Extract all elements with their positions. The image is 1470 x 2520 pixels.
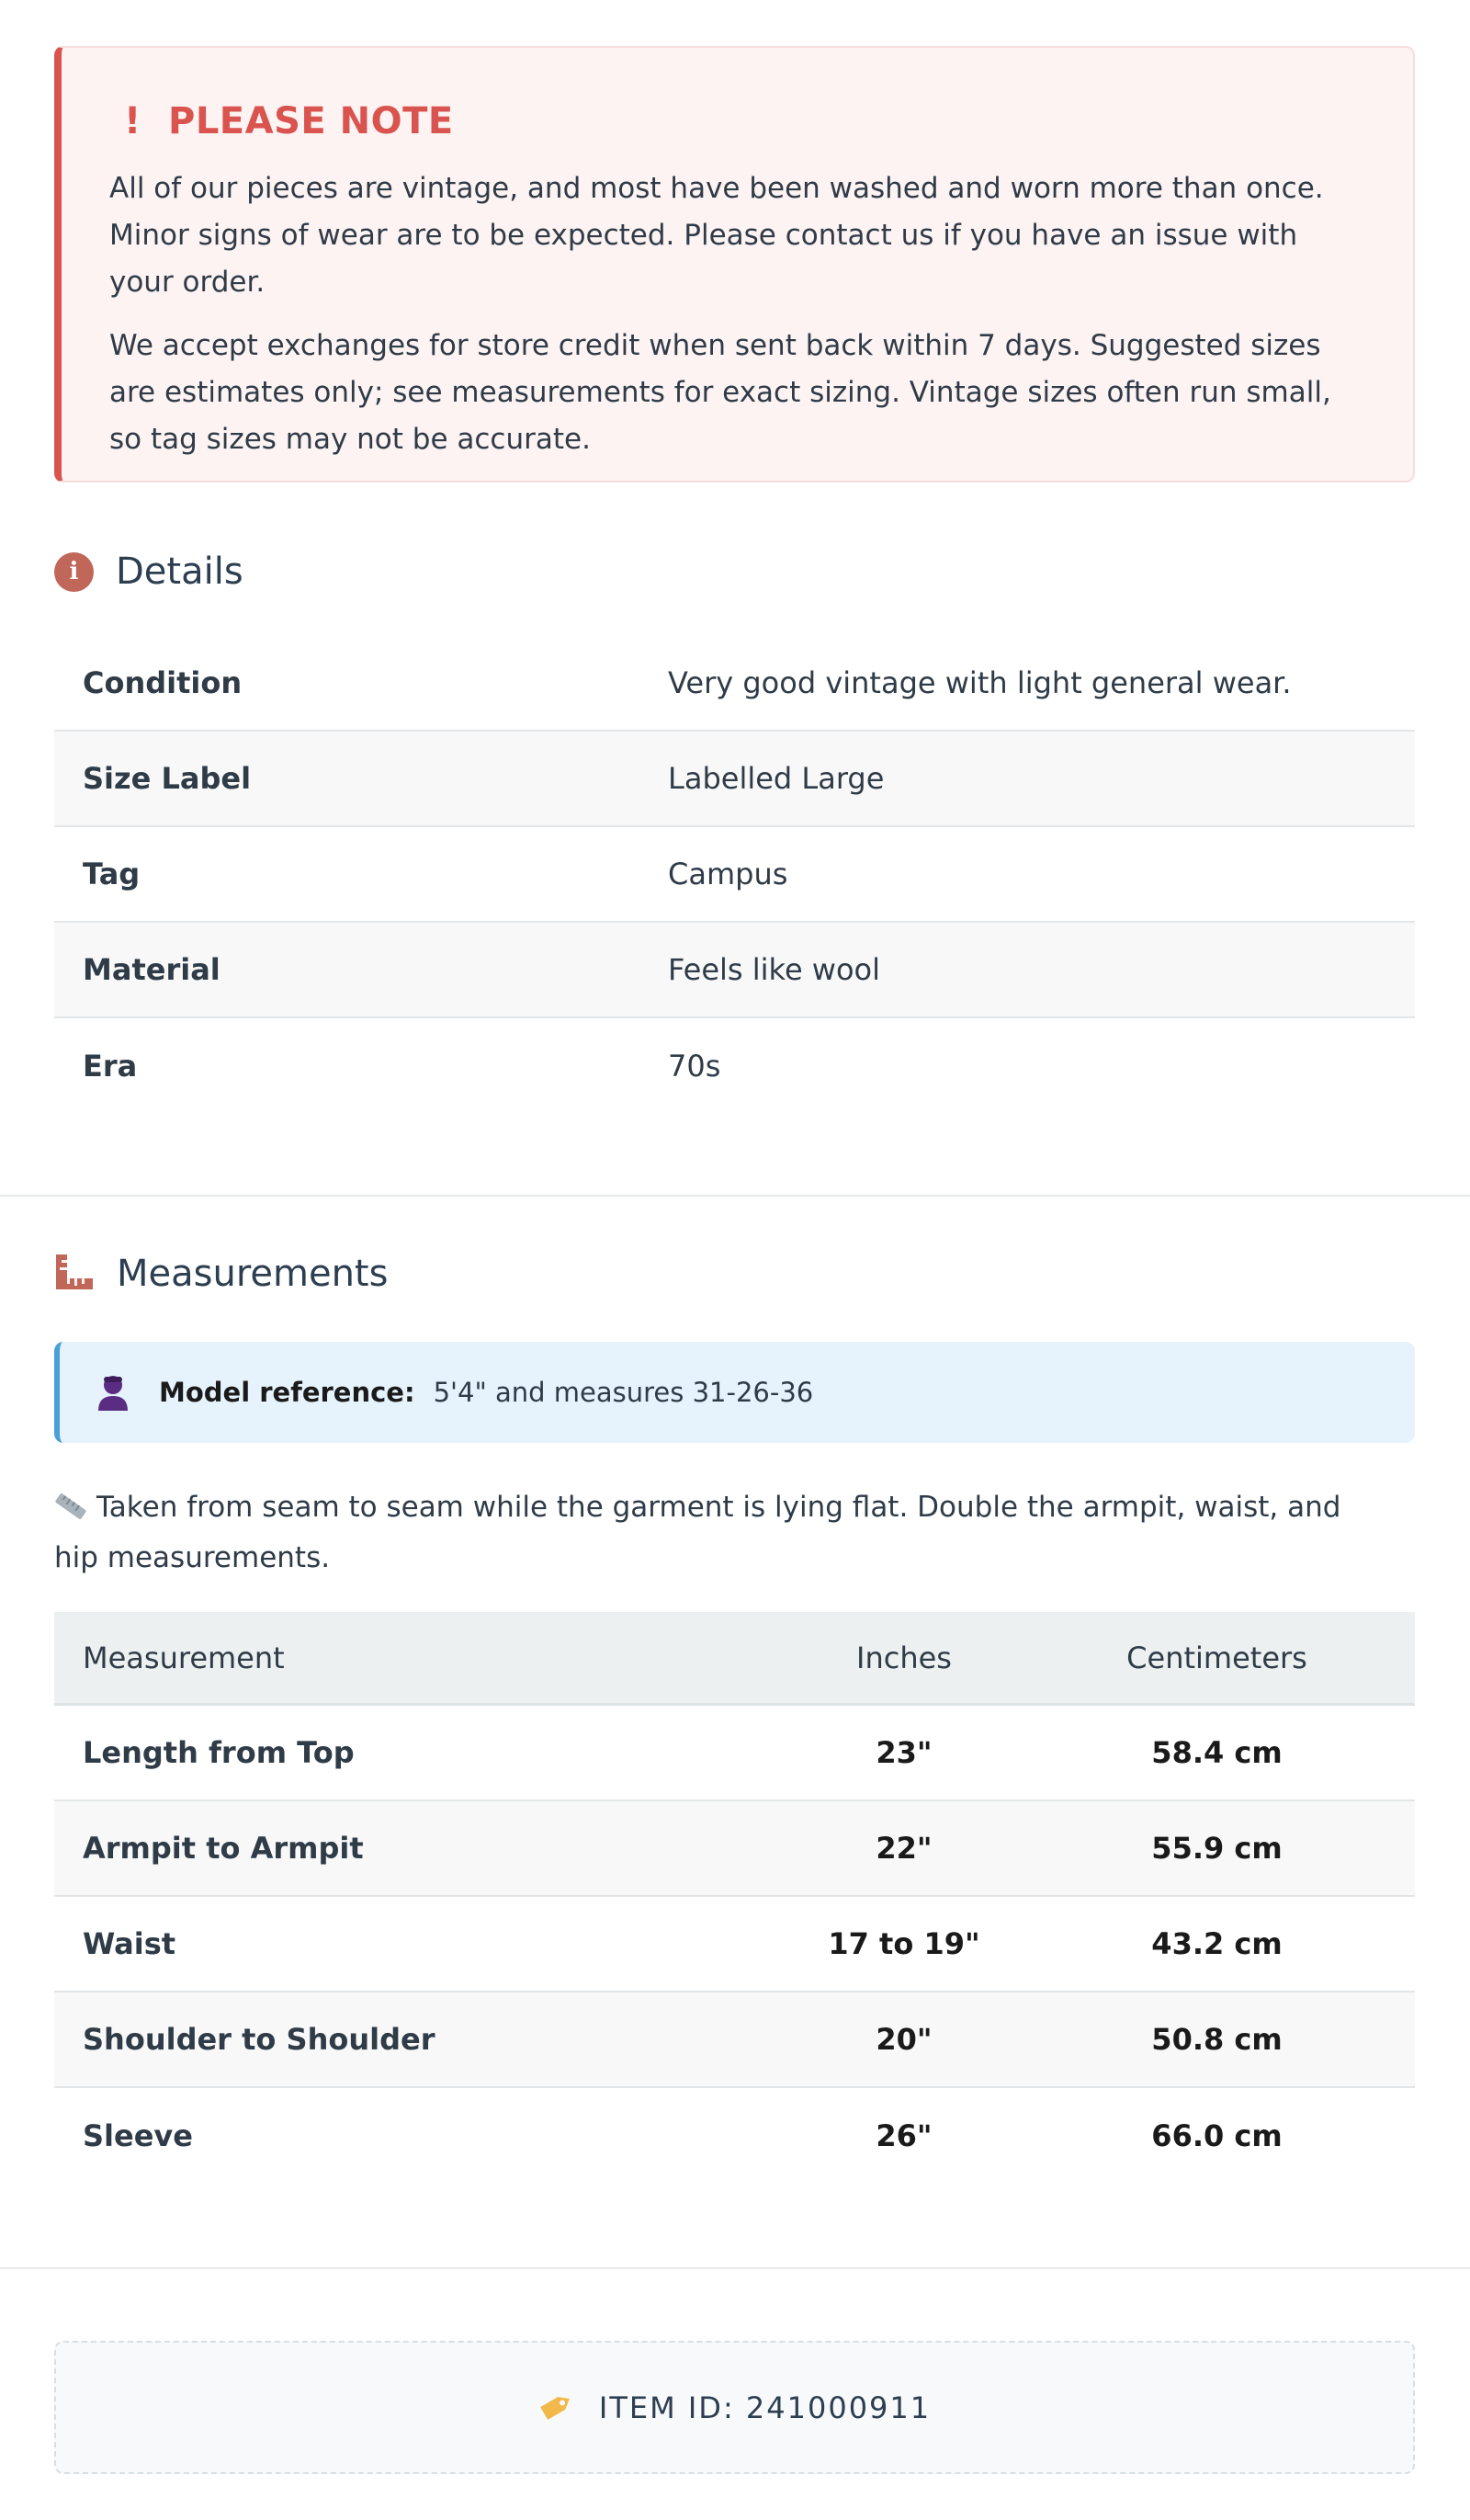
exclamation-icon: !	[124, 100, 141, 142]
details-value: Very good vintage with light general wear.	[668, 665, 1292, 700]
details-table	[54, 636, 1415, 1114]
measurement-inches: 20"	[876, 2022, 933, 2057]
notice-paragraph: All of our pieces are vintage, and most have been washed and worn more than once. Minor signs of wear are to be expected. Please contact us if you have an issue with your order.	[109, 172, 1324, 299]
model-reference-label: Model reference:	[159, 1377, 415, 1408]
measurement-note-text: Taken from seam to seam while the garment is lying flat. Double the armpit, waist, and hip measurements.	[54, 1491, 1341, 1574]
details-title: Details	[116, 551, 243, 593]
details-label: Size Label	[83, 761, 252, 796]
details-label: Era	[83, 1049, 138, 1084]
measurement-cm: 43.2 cm	[1151, 1926, 1283, 1961]
model-reference-box	[54, 1342, 1415, 1443]
measurement-inches: 26"	[876, 2118, 933, 2153]
tag-icon	[538, 2389, 575, 2426]
measurement-cm: 50.8 cm	[1151, 2022, 1283, 2057]
measurement-cm: 66.0 cm	[1151, 2118, 1283, 2153]
table-header-row	[54, 1612, 1415, 1706]
details-row	[54, 1018, 1415, 1114]
measurements-table	[54, 1612, 1415, 2184]
measurement-name: Sleeve	[83, 2118, 193, 2153]
measurement-name: Waist	[83, 1926, 176, 1961]
details-value: Campus	[668, 857, 788, 891]
measurement-note	[54, 1484, 1386, 1582]
measurement-inches: 23"	[876, 1735, 933, 1770]
table-row	[54, 1992, 1415, 2088]
table-row	[54, 1801, 1415, 1897]
measurement-cm: 58.4 cm	[1151, 1735, 1283, 1770]
measurement-inches: 17 to 19"	[828, 1926, 980, 1961]
measurement-cm: 55.9 cm	[1151, 1831, 1283, 1866]
straight-ruler-icon	[54, 1488, 87, 1535]
details-label: Material	[83, 952, 220, 987]
details-row	[54, 923, 1415, 1018]
section-divider	[0, 2267, 1470, 2269]
notice-title: PLEASE NOTE	[168, 100, 454, 142]
measurement-name: Length from Top	[83, 1735, 355, 1770]
details-row	[54, 732, 1415, 827]
details-value: Feels like wool	[668, 952, 881, 987]
table-row	[54, 1706, 1415, 1801]
details-label: Tag	[83, 857, 141, 891]
details-value: 70s	[668, 1049, 721, 1084]
column-header: Centimeters	[1126, 1640, 1307, 1675]
info-icon: i	[54, 552, 94, 592]
item-id-text: ITEM ID: 241000911	[598, 2389, 932, 2425]
ruler-icon	[54, 1253, 95, 1295]
column-header: Inches	[856, 1640, 952, 1675]
measurement-name: Shoulder to Shoulder	[83, 2022, 435, 2057]
person-icon	[96, 1374, 130, 1411]
details-row	[54, 827, 1415, 923]
notice-paragraph: We accept exchanges for store credit when sent back within 7 days. Suggested sizes are estimates only; see measurements for exact sizing. Vintage sizes often run small, so tag sizes may not be accurate.	[109, 329, 1331, 456]
column-header: Measurement	[83, 1640, 285, 1675]
details-heading	[54, 551, 243, 593]
table-row	[54, 1897, 1415, 1992]
table-row	[54, 2088, 1415, 2184]
measurement-name: Armpit to Armpit	[83, 1831, 364, 1866]
please-note-notice	[54, 46, 1415, 482]
measurement-inches: 22"	[876, 1831, 933, 1866]
section-divider	[0, 1195, 1470, 1197]
item-id-box	[54, 2341, 1415, 2474]
details-value: Labelled Large	[668, 761, 885, 796]
details-label: Condition	[83, 665, 243, 700]
details-row	[54, 636, 1415, 732]
notice-header	[109, 101, 1367, 142]
model-reference-value: 5'4" and measures 31-26-36	[433, 1377, 814, 1408]
measurements-heading	[54, 1253, 388, 1295]
measurements-title: Measurements	[117, 1253, 389, 1295]
